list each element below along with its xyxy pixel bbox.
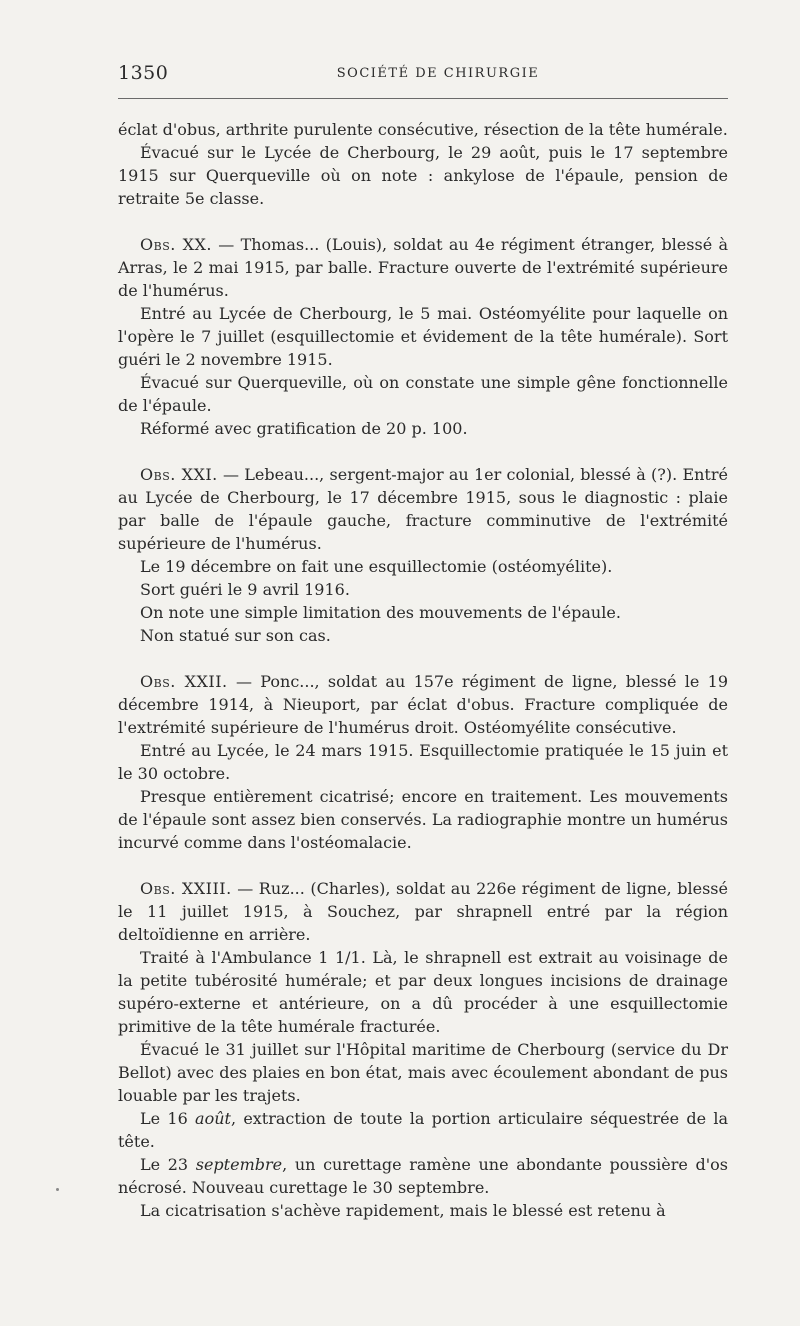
observation-label: Obs. XX. bbox=[140, 235, 212, 254]
paragraph: Évacué sur Querqueville, où on constate une simple gêne fonctionnelle de l'épaule. bbox=[118, 373, 728, 415]
observation-label: Obs. XXII. bbox=[140, 672, 228, 691]
paragraph: La cicatrisation s'achève rapidement, mais le blessé est retenu à bbox=[140, 1201, 666, 1220]
continued-observation bbox=[118, 118, 728, 210]
paragraph bbox=[118, 670, 728, 739]
observation-xxii bbox=[118, 670, 728, 854]
paragraph-text: — Lebeau..., sergent-major au 1er colonial, blessé à (?). Entré au Lycée de Cherbourg, le 17 décembre 1915, sous le diagnostic : plaie par balle de l'épaule gauche, fracture comminutive de l'extrémité supérieure de l'humérus. bbox=[118, 465, 728, 553]
italic-date: août bbox=[195, 1109, 231, 1128]
paragraph bbox=[118, 233, 728, 302]
running-head: SOCIÉTÉ DE CHIRURGIE bbox=[336, 66, 540, 81]
observation-label: Obs. XXIII. bbox=[140, 879, 232, 898]
header-rule bbox=[118, 98, 728, 99]
paragraph: Évacué le 31 juillet sur l'Hôpital maritime de Cherbourg (service du Dr Bellot) avec des plaies en bon état, mais avec écoulement abondant de pus louable par les trajets. bbox=[118, 1040, 728, 1105]
paragraph: Non statué sur son cas. bbox=[140, 626, 331, 645]
text-run: Le 16 bbox=[140, 1109, 196, 1128]
paragraph: Sort guéri le 9 avril 1916. bbox=[140, 580, 350, 599]
paragraph bbox=[118, 1153, 728, 1199]
paragraph-text: — Ponc..., soldat au 157e régiment de ligne, blessé le 19 décembre 1914, à Nieuport, par éclat d'obus. Fracture compliquée de l'extrémité supérieure de l'humérus droit. Ostéomyélite consécutive. bbox=[118, 672, 728, 737]
text-run: , extraction de toute la portion articulaire séquestrée de la tête. bbox=[118, 1109, 728, 1151]
text-run: , un curettage ramène une abondante poussière d'os nécrosé. Nouveau curettage le 30 septembre. bbox=[118, 1155, 728, 1197]
paragraph bbox=[118, 1107, 728, 1153]
paragraph bbox=[118, 463, 728, 555]
page-header bbox=[118, 62, 728, 92]
page-body bbox=[118, 118, 728, 1245]
observation-xxi bbox=[118, 463, 728, 647]
observation-xxiii bbox=[118, 877, 728, 1222]
paragraph: Réformé avec gratification de 20 p. 100. bbox=[140, 419, 468, 438]
paragraph bbox=[118, 877, 728, 946]
paragraph: On note une simple limitation des mouvements de l'épaule. bbox=[140, 603, 621, 622]
observation-label: Obs. XXI. bbox=[140, 465, 218, 484]
paragraph-text: — Ruz... (Charles), soldat au 226e régiment de ligne, blessé le 11 juillet 1915, à Souchez, par shrapnell entré par la région deltoïdienne en arrière. bbox=[118, 879, 728, 944]
paragraph: Le 19 décembre on fait une esquillectomie (ostéomyélite). bbox=[140, 557, 613, 576]
paragraph: Traité à l'Ambulance 1 1/1. Là, le shrapnell est extrait au voisinage de la petite tubérosité humérale; et par deux longues incisions de drainage supéro-externe et antérieure, on a dû procéder à une esquillectomie primitive de la tête humérale fracturée. bbox=[118, 948, 728, 1036]
paragraph: éclat d'obus, arthrite purulente consécutive, résection de la tête humérale. bbox=[118, 120, 728, 139]
italic-date: septembre bbox=[195, 1155, 283, 1174]
text-run: Le 23 bbox=[140, 1155, 196, 1174]
paragraph: Entré au Lycée, le 24 mars 1915. Esquillectomie pratiquée le 15 juin et le 30 octobre. bbox=[118, 741, 728, 783]
paragraph: Presque entièrement cicatrisé; encore en traitement. Les mouvements de l'épaule sont assez bien conservés. La radiographie montre un humérus incurvé comme dans l'ostéomalacie. bbox=[118, 787, 728, 852]
paragraph: Entré au Lycée de Cherbourg, le 5 mai. Ostéomyélite pour laquelle on l'opère le 7 juillet (esquillectomie et évidement de la tête humérale). Sort guéri le 2 novembre 1915. bbox=[118, 304, 728, 369]
page-number: 1350 bbox=[118, 62, 169, 84]
margin-speck bbox=[56, 1188, 59, 1191]
paragraph-text: — Thomas... (Louis), soldat au 4e régiment étranger, blessé à Arras, le 2 mai 1915, par balle. Fracture ouverte de l'extrémité supérieure de l'humérus. bbox=[118, 235, 728, 300]
paragraph: Évacué sur le Lycée de Cherbourg, le 29 août, puis le 17 septembre 1915 sur Querqueville où on note : ankylose de l'épaule, pension de retraite 5e classe. bbox=[118, 143, 728, 208]
observation-xx bbox=[118, 233, 728, 440]
